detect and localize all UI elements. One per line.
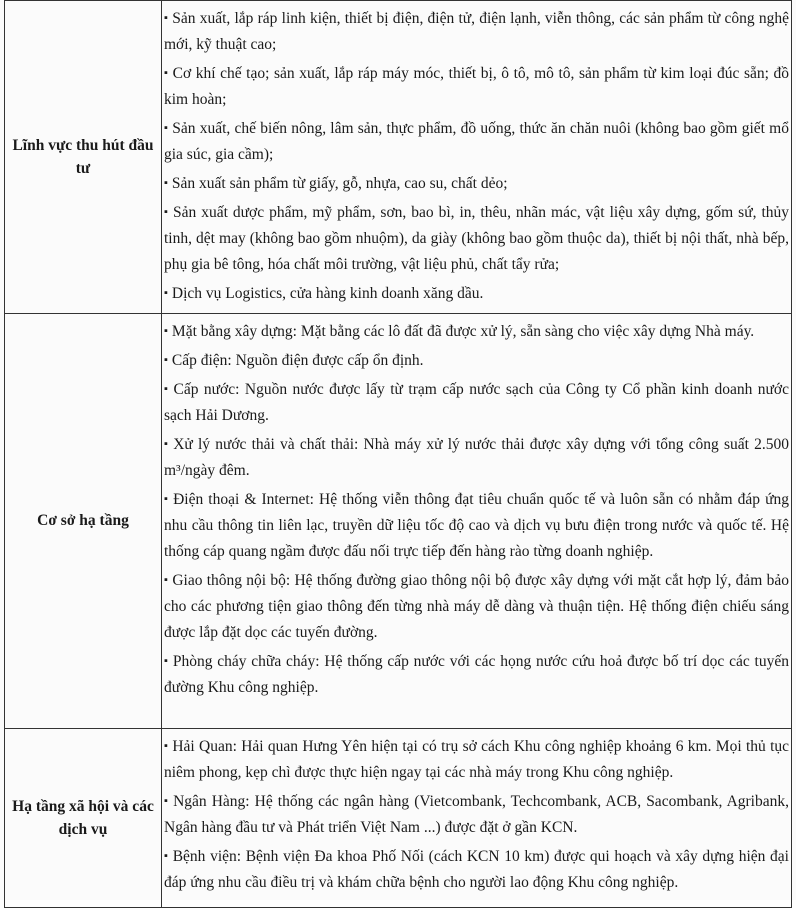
bullet-icon: ▪ — [164, 206, 169, 218]
list-item — [164, 486, 789, 565]
list-item-text: Hải Quan: Hải quan Hưng Yên hiện tại có trụ sở cách Khu công nghiệp khoảng 6 km. Mọi thủ tục niêm phong, kẹp chì được thực hiện ngay tại các nhà máy trong Khu công nghiệp. — [164, 738, 789, 781]
bullet-icon: ▪ — [164, 850, 169, 862]
row-label-social-infrastructure: Hạ tầng xã hội và các dịch vụ — [5, 729, 162, 908]
list-item — [164, 318, 789, 345]
list-item — [164, 733, 789, 786]
bullet-icon: ▪ — [164, 325, 168, 337]
info-table — [4, 0, 792, 908]
row-label-infrastructure: Cơ sở hạ tầng — [5, 314, 162, 729]
list-item-text: Điện thoại & Internet: Hệ thống viễn thông đạt tiêu chuẩn quốc tế và luôn sẵn có nhằm đáp ứng nhu cầu thông tin liên lạc, truyền dữ liệu tốc độ cao và dịch vụ bưu điện trong nước và quốc tế. Hệ thống cáp quang ngầm được đấu nối trực tiếp đến hàng rào từng doanh nghiệp. — [164, 491, 790, 560]
table-row — [5, 729, 792, 908]
list-item — [164, 347, 789, 374]
bullet-icon: ▪ — [164, 177, 168, 189]
list-item-text: Sản xuất sản phẩm từ giấy, gỗ, nhựa, cao su, chất dẻo; — [171, 175, 508, 192]
list-item-text: Xử lý nước thải và chất thải: Nhà máy xử lý nước thải được xây dựng với tổng công suất 2.500 m³/ngày đêm. — [164, 436, 789, 479]
bullet-icon: ▪ — [164, 354, 168, 366]
bullet-icon: ▪ — [164, 493, 170, 505]
row-content-social-infrastructure — [162, 729, 792, 908]
list-item-text: Giao thông nội bộ: Hệ thống đường giao thông nội bộ được xây dựng với mặt cắt hợp lý, đảm bảo cho các phương tiện giao thông đến từng nhà máy dễ dàng và thuận tiện. Hệ thống điện chiếu sáng được lắp đặt dọc các tuyến đường. — [164, 572, 789, 641]
list-item — [164, 60, 789, 113]
bullet-icon: ▪ — [164, 795, 170, 807]
list-item — [164, 431, 789, 484]
list-item — [164, 843, 789, 896]
bullet-icon: ▪ — [164, 740, 169, 752]
list-item — [164, 567, 789, 646]
bullet-icon: ▪ — [164, 12, 169, 24]
list-item-text: Bệnh viện: Bệnh viện Đa khoa Phố Nối (cách KCN 10 km) được qui hoạch và xây dựng hiện đại đáp ứng nhu cầu điều trị và khám chữa bệnh cho người lao động Khu công nghiệp. — [164, 848, 789, 891]
list-item-text: Ngân Hàng: Hệ thống các ngân hàng (Vietcombank, Techcombank, ACB, Sacombank, Agribank, Ngân hàng đầu tư và Phát triển Việt Nam ...) được đặt ở gần KCN. — [164, 793, 789, 836]
bullet-icon: ▪ — [164, 383, 170, 395]
table-row — [5, 314, 792, 729]
list-item — [164, 115, 789, 168]
list-item — [164, 280, 789, 307]
list-item-text: Sản xuất, lắp ráp linh kiện, thiết bị điện, điện tử, điện lạnh, viễn thông, các sản phẩm từ công nghệ mới, kỹ thuật cao; — [164, 10, 790, 53]
bullet-icon: ▪ — [164, 655, 169, 667]
list-item-text: Mặt bằng xây dựng: Mặt bằng các lô đất đã được xử lý, sẵn sàng cho việc xây dựng Nhà máy. — [171, 323, 755, 340]
bullet-icon: ▪ — [164, 287, 168, 299]
bullet-icon: ▪ — [164, 574, 169, 586]
list-item-text: Sản xuất, chế biến nông, lâm sản, thực phẩm, đồ uống, thức ăn chăn nuôi (không bao gồm giết mổ gia súc, gia cầm); — [164, 120, 789, 163]
list-item — [164, 648, 789, 701]
list-item — [164, 199, 789, 278]
list-item — [164, 170, 789, 197]
bullet-icon: ▪ — [164, 122, 169, 134]
row-content-infrastructure — [162, 314, 792, 729]
bullet-icon: ▪ — [164, 67, 169, 79]
list-item-text: Cấp điện: Nguồn điện được cấp ổn định. — [171, 352, 424, 369]
bullet-icon: ▪ — [164, 438, 170, 450]
list-item-text: Dịch vụ Logistics, cửa hàng kinh doanh xăng dầu. — [171, 285, 484, 302]
list-item — [164, 5, 789, 58]
list-item-text: Sản xuất dược phẩm, mỹ phẩm, sơn, bao bì, in, thêu, nhãn mác, vật liệu xây dựng, gốm sứ, thủy tinh, dệt may (không bao gồm nhuộm), da giày (không bao gồm thuộc da), thiết bị nội thất, nhà bếp, phụ gia bê tông, hóa chất môi trường, vật liệu phủ, chất tẩy rửa; — [164, 204, 789, 273]
list-item-text: Cơ khí chế tạo; sản xuất, lắp ráp máy móc, thiết bị, ô tô, mô tô, sản phẩm từ kim loại đúc sẵn; đồ kim hoàn; — [164, 65, 789, 108]
list-item-text: Phòng cháy chữa cháy: Hệ thống cấp nước với các họng nước cứu hoả được bố trí dọc các tuyến đường Khu công nghiệp. — [164, 653, 789, 696]
row-content-investment-sectors — [162, 1, 792, 314]
list-item-text: Cấp nước: Nguồn nước được lấy từ trạm cấp nước sạch của Công ty Cổ phần kinh doanh nước sạch Hải Dương. — [164, 381, 790, 424]
list-item — [164, 788, 789, 841]
row-label-investment-sectors: Lĩnh vực thu hút đầu tư — [5, 1, 162, 314]
table-row — [5, 1, 792, 314]
list-item — [164, 376, 789, 429]
